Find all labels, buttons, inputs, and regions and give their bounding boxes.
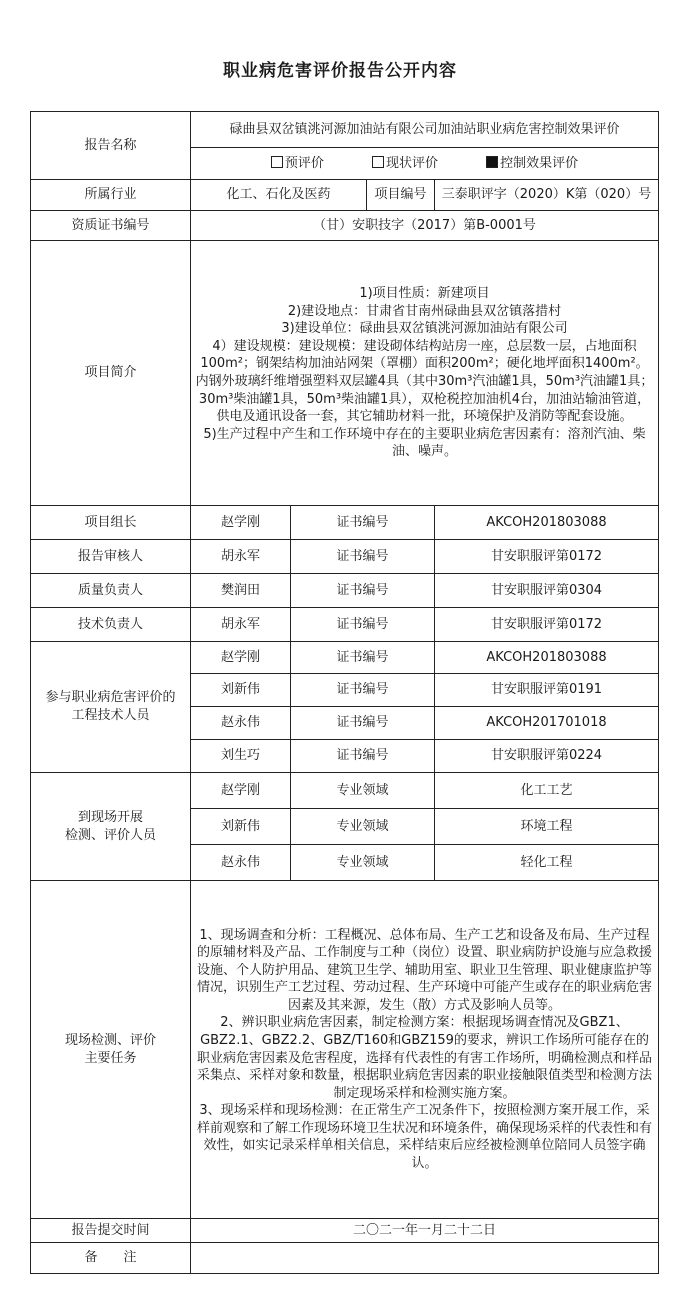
engineers-label: 参与职业病危害评价的 工程技术人员: [31, 642, 191, 773]
table-row: [31, 773, 659, 809]
person-name: 赵永伟: [191, 845, 291, 881]
table-row: [31, 608, 659, 642]
evaluation-type-control: 控制效果评价: [486, 155, 578, 173]
field-label: 证书编号: [291, 540, 435, 574]
tasks-label: 现场检测、评价 主要任务: [31, 881, 191, 1219]
cert-label: 资质证书编号: [31, 211, 191, 241]
person-name: 胡永军: [191, 608, 291, 642]
field-label: 证书编号: [291, 642, 435, 674]
field-value: 甘安职服评第0191: [435, 674, 659, 707]
submit-label: 报告提交时间: [31, 1219, 191, 1243]
table-row: [31, 540, 659, 574]
industry-label: 所属行业: [31, 180, 191, 211]
project-code-label: 项目编号: [367, 180, 435, 211]
evaluation-type-status: 现状评价: [372, 155, 438, 173]
task-paragraph: 3、现场采样和现场检测：在正常生产工况条件下，按照检测方案开展工作，采样前观察和了解工作现场环境卫生状况和环境条件，确保现场采样的代表性和有效性，如实记录采样单相关信息，采样结束后应经被检测单位陪同人员签字确认。: [197, 1103, 653, 1171]
tasks-content: [191, 881, 659, 1219]
onsite-label: 到现场开展 检测、评价人员: [31, 773, 191, 881]
person-name: 胡永军: [191, 540, 291, 574]
field-value: 甘安职服评第0172: [435, 540, 659, 574]
intro-paragraph: 2)建设地点：甘肃省甘南州碌曲县双岔镇落措村: [287, 303, 562, 319]
cert-value: （甘）安职技字（2017）第B-0001号: [191, 211, 659, 241]
field-label: 证书编号: [291, 506, 435, 540]
intro-paragraph: 3)建设单位：碌曲县双岔镇洮河源加油站有限公司: [281, 321, 568, 337]
intro-paragraph: 5)生产过程中产生和工作环境中存在的主要职业病危害因素有：溶剂汽油、柴油、噪声。: [203, 426, 646, 460]
person-name: 樊润田: [191, 574, 291, 608]
evaluation-type-row: [191, 148, 659, 180]
person-name: 赵学刚: [191, 642, 291, 674]
task-paragraph: 1、现场调查和分析：工程概况、总体布局、生产工艺和设备及布局、生产过程的原辅材料及产品、工作制度与工种（岗位）设置、职业病防护设施与应急救援设施、个人防护用品、建筑卫生学、辅助用室、职业卫生管理、职业健康监护等情况，识别生产工艺过程、劳动过程、生产环境中可能产生或存在的职业病危害因素及其来源，发生（散）方式及影响人员等。: [197, 927, 653, 1013]
person-name: 赵学刚: [191, 506, 291, 540]
field-label: 专业领域: [291, 809, 435, 845]
field-value: 化工工艺: [435, 773, 659, 809]
field-value: AKCOH201803088: [435, 642, 659, 674]
intro-paragraph: 4）建设规模：建设规模：建设砌体结构站房一座，总层数一层，占地面积100m²；钢架结构加油站网架（罩棚）面积200m²；硬化地坪面积1400m²。内钢外玻璃纤维增强塑料双层罐4具（其中30m³汽油罐1具，50m³汽油罐1具；30m³柴油罐1具，50m³柴油罐1具），双枪税控加油机4台，加油站输油管道，供电及通讯设备一套，其它辅助材料一批，环境保护及消防等配套设施。: [195, 338, 654, 425]
table-row: [31, 642, 659, 674]
field-value: 甘安职服评第0172: [435, 608, 659, 642]
intro-content: [191, 241, 659, 506]
field-value: 甘安职服评第0224: [435, 740, 659, 773]
checkbox-status-icon: [372, 156, 384, 168]
remark-label: 备 注: [31, 1243, 191, 1274]
field-label: 证书编号: [291, 574, 435, 608]
field-label: 证书编号: [291, 674, 435, 707]
field-label: 证书编号: [291, 707, 435, 740]
remark-value: [191, 1243, 659, 1274]
task-paragraph: 2、辨识职业病危害因素，制定检测方案：根据现场调查情况及GBZ1、GBZ2.1、GBZ2.2、GBZ/T160和GBZ159的要求，辨识工作场所可能存在的职业病危害因素及危害程度，选择有代表性的有害工作场所，明确检测点和样品采集点、采样对象和数量，根据职业病危害因素的职业接触限值类型和检测方法制定现场采样和检测实施方案。: [197, 1015, 653, 1101]
field-label: 证书编号: [291, 740, 435, 773]
intro-label: 项目简介: [31, 241, 191, 506]
table-row: [31, 574, 659, 608]
field-label: 专业领域: [291, 845, 435, 881]
report-name-label: 报告名称: [31, 112, 191, 180]
field-label: 证书编号: [291, 608, 435, 642]
role-label: 报告审核人: [31, 540, 191, 574]
field-value: 轻化工程: [435, 845, 659, 881]
field-label: 专业领域: [291, 773, 435, 809]
role-label: 技术负责人: [31, 608, 191, 642]
person-name: 刘新伟: [191, 809, 291, 845]
person-name: 赵永伟: [191, 707, 291, 740]
field-value: 环境工程: [435, 809, 659, 845]
field-value: AKCOH201803088: [435, 506, 659, 540]
industry-value: 化工、石化及医药: [191, 180, 367, 211]
checkbox-pre-icon: [271, 156, 283, 168]
field-value: 甘安职服评第0304: [435, 574, 659, 608]
report-table: [30, 111, 659, 1274]
report-name-value: 碌曲县双岔镇洮河源加油站有限公司加油站职业病危害控制效果评价: [191, 112, 659, 148]
evaluation-type-pre: 预评价: [271, 155, 324, 173]
person-name: 赵学刚: [191, 773, 291, 809]
submit-date: 二〇二一年一月二十二日: [191, 1219, 659, 1243]
table-row: [31, 506, 659, 540]
person-name: 刘生巧: [191, 740, 291, 773]
role-label: 项目组长: [31, 506, 191, 540]
person-name: 刘新伟: [191, 674, 291, 707]
checkbox-control-checked-icon: [486, 156, 498, 168]
role-label: 质量负责人: [31, 574, 191, 608]
project-code-value: 三泰职评字（2020）K第（020）号: [435, 180, 659, 211]
intro-paragraph: 1)项目性质：新建项目: [359, 286, 490, 302]
page-title: 职业病危害评价报告公开内容: [223, 61, 457, 81]
field-value: AKCOH201701018: [435, 707, 659, 740]
